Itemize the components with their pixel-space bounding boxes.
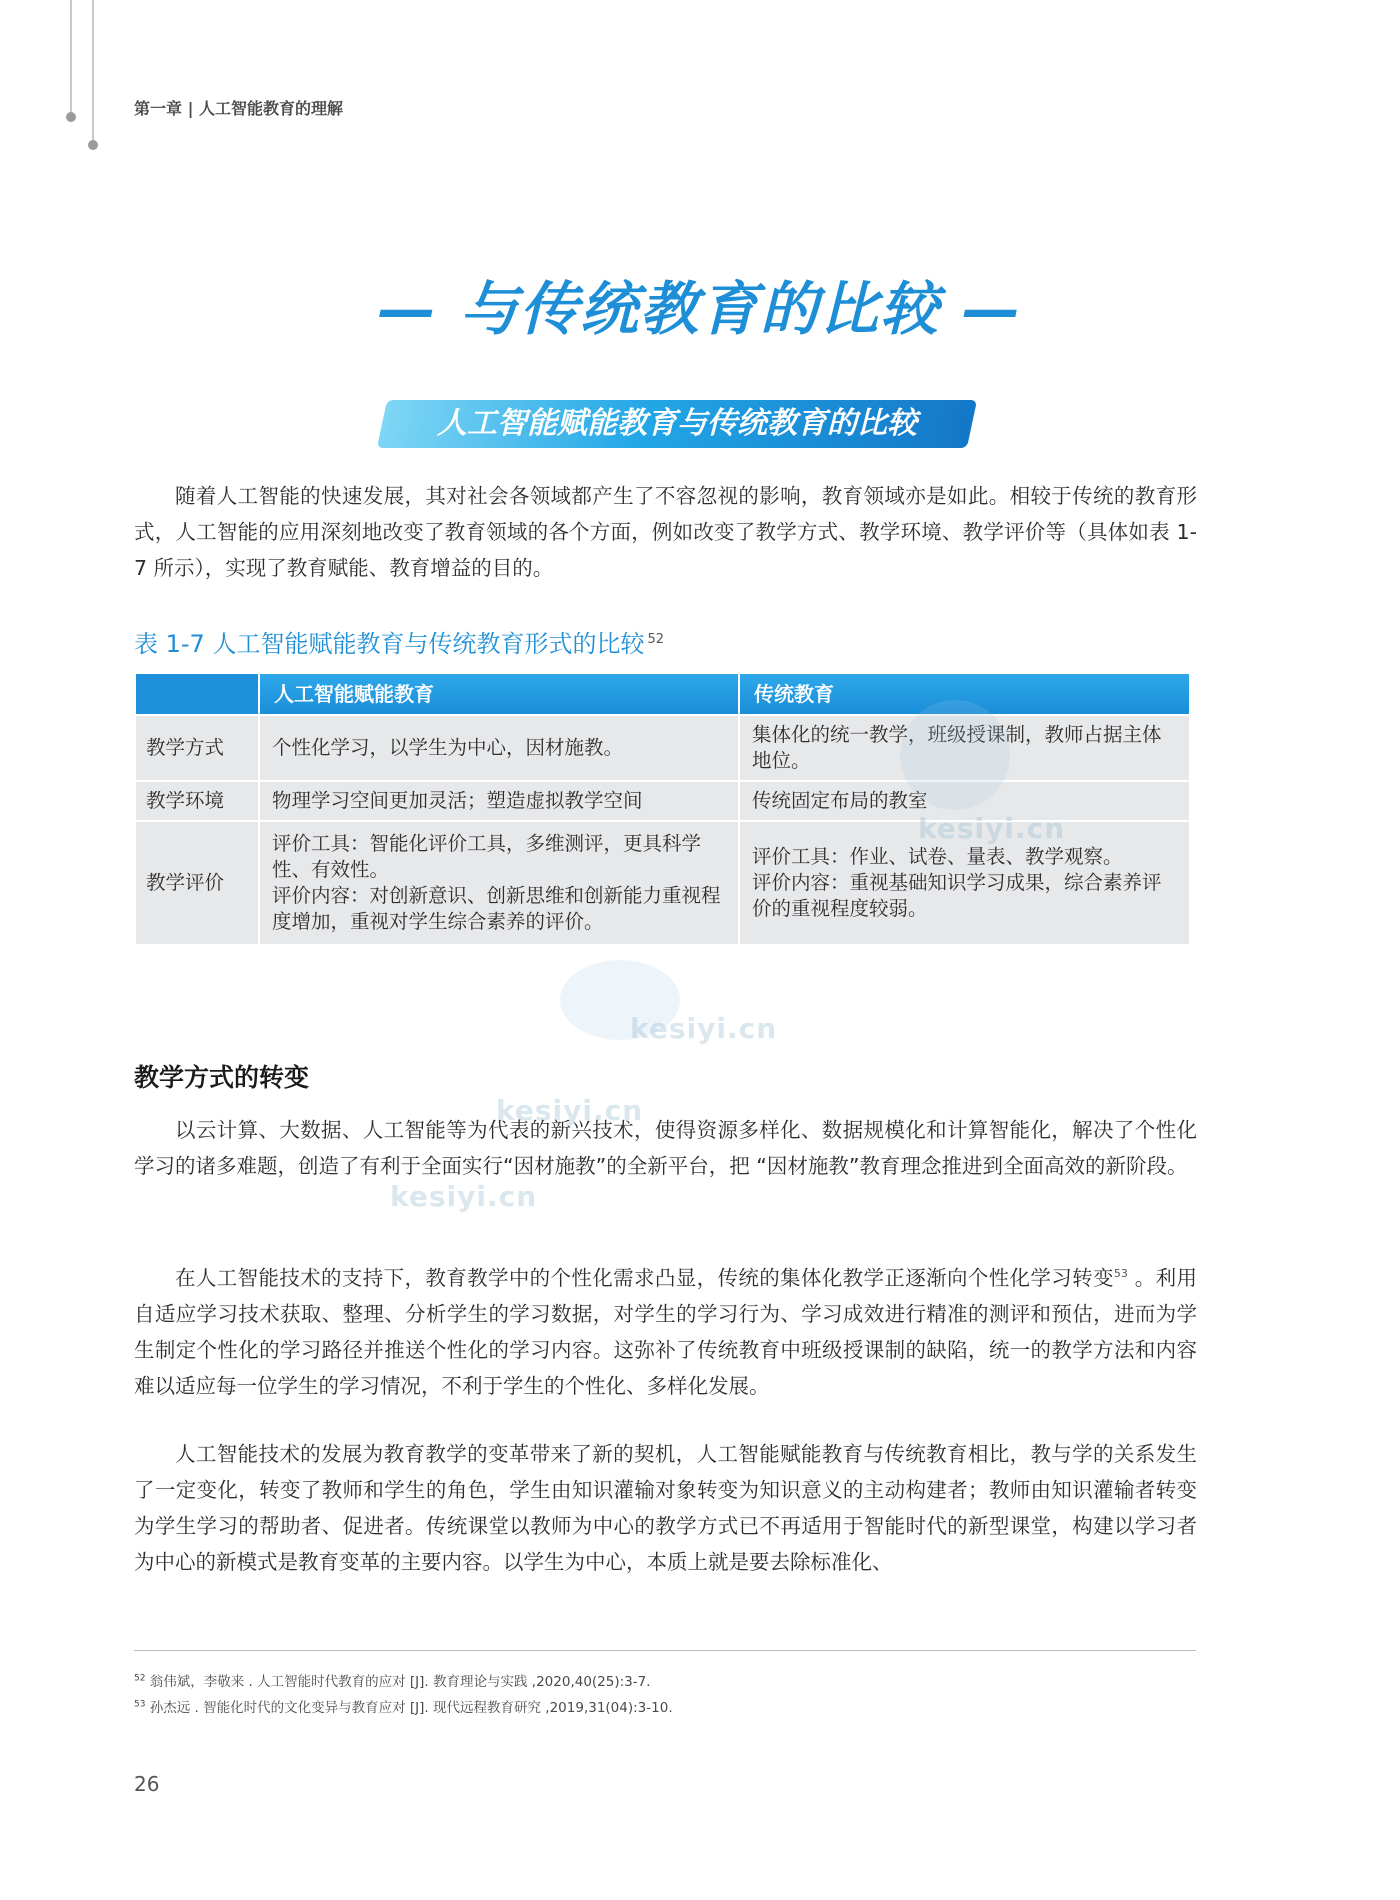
table-cell-ai [259,821,739,945]
cell-text: 物理学习空间更加灵活；塑造虚拟教学空间 [272,789,643,812]
page-title: — 与传统教育的比较 — [377,275,1023,343]
row-label: 教学评价 [135,821,259,945]
body-paragraph: 人工智能技术的发展为教育教学的变革带来了新的契机，人工智能赋能教育与传统教育相比，教与学的关系发生了一定变化，转变了教师和学生的角色，学生由知识灌输对象转变为知识意义的主动构建者；教师由知识灌输者转变为学生学习的帮助者、促进者。传统课堂以教师为中心的教学方式已不再适用于智能时代的新型课堂，构建以学习者为中心的新模式是教育变革的主要内容。以学生为中心，本质上就是要去除标准化、 [134,1442,1197,1574]
table-caption [134,624,664,659]
watermark-text: kesiyi.cn [630,1012,778,1045]
cell-text: 评价工具：作业、试卷、量表、教学观察。 [752,845,1123,868]
footnote-text: 孙杰远 . 智能化时代的文化变异与教育应对 [J]. 现代远程教育研究 ,2019,31(04):3-10. [149,1700,673,1716]
margin-decoration-line [70,0,72,120]
table-cell-ai [259,715,739,781]
table-row [135,715,1190,781]
table-header-row [135,673,1190,715]
table-caption-footnote-ref: 52 [647,632,665,647]
watermark-text: kesiyi.cn [496,1094,644,1127]
margin-decoration-dot [66,112,76,122]
comparison-table [134,672,1191,946]
cell-text: 个性化学习，以学生为中心，因材施教。 [272,736,624,759]
footnote-number: 53 [134,1699,146,1710]
cell-text: 评价内容：对创新意识、创新思维和创新能力重视程度增加，重视对学生综合素养的评价。 [272,884,721,933]
margin-decoration-line [92,0,94,148]
body-paragraph [134,1256,1197,1404]
table-header-ai: 人工智能赋能教育 [259,673,739,715]
footnote [134,1670,651,1690]
page-number: 26 [134,1772,160,1796]
paragraph-text: 。利用自适应学习技术获取、整理、分析学生的学习数据，对学生的学习行为、学习成效进行精准的测评和预估，进而为学生制定个性化的学习路径并推送个性化的学习内容。这弥补了传统教育中班级授课制的缺陷，统一的教学方法和内容难以适应每一位学生的学习情况，不利于学生的个性化、多样化发展。 [134,1265,1197,1398]
footnote [134,1696,673,1716]
footnote-ref: 53 [1113,1267,1128,1280]
intro-paragraph: 随着人工智能的快速发展，其对社会各领域都产生了不容忽视的影响，教育领域亦是如此。相较于传统的教育形式，人工智能的应用深刻地改变了教育领域的各个方面，例如改变了教学方式、教学环境、教学评价等（具体如表 1-7 所示），实现了教育赋能、教育增益的目的。 [134,484,1197,580]
row-label: 教学方式 [135,715,259,781]
watermark-text: kesiyi.cn [390,1180,538,1213]
cell-text: 集体化的统一教学，班级授课制，教师占据主体地位。 [752,723,1162,772]
footnote-number: 52 [134,1673,146,1684]
paragraph-text: 在人工智能技术的支持下，教育教学中的个性化需求凸显，传统的集体化教学正逐渐向个性化学习转变 [175,1265,1114,1290]
cell-text: 评价工具：智能化评价工具，多维测评，更具科学性、有效性。 [272,832,702,881]
cell-text: 传统固定布局的教室 [752,789,928,812]
table-cell-ai [259,781,739,821]
watermark-text: kesiyi.cn [918,812,1066,845]
footnote-divider [134,1650,1196,1651]
body-paragraph: 以云计算、大数据、人工智能等为代表的新兴技术，使得资源多样化、数据规模化和计算智能化，解决了个性化学习的诸多难题，创造了有利于全面实行“因材施教”的全新平台，把 “因材施教”教育理念推进到全面高效的新阶段。 [134,1118,1197,1178]
table-header-corner [135,673,259,715]
section-title: 教学方式的转变 [134,1063,310,1092]
table-caption-text: 表 1-7 人工智能赋能教育与传统教育形式的比较 [134,630,645,658]
table-header-traditional: 传统教育 [739,673,1190,715]
running-head: 第一章 | 人工智能教育的理解 [134,99,343,118]
section-banner: 人工智能赋能教育与传统教育的比较 [437,406,917,441]
footnote-text: 翁伟斌，李敬来 . 人工智能时代教育的应对 [J]. 教育理论与实践 ,2020,40(25):3-7. [149,1674,651,1690]
watermark-figure [900,700,1010,810]
cell-text: 评价内容：重视基础知识学习成果，综合素养评价的重视程度较弱。 [752,871,1162,920]
margin-decoration-dot [88,140,98,150]
row-label: 教学环境 [135,781,259,821]
